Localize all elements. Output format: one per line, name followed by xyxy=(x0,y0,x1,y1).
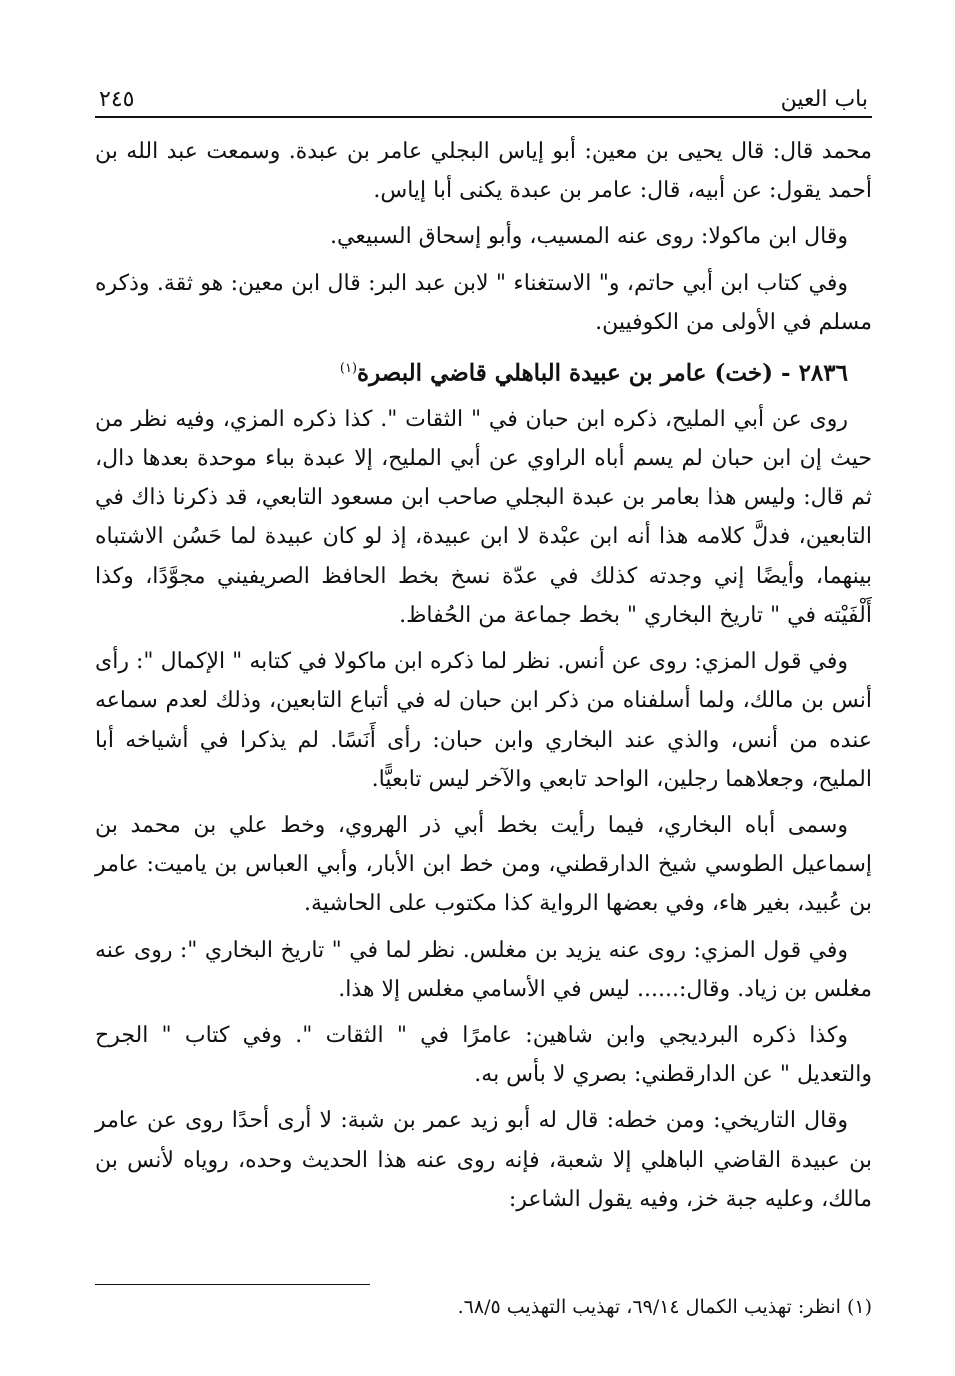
main-text xyxy=(95,132,872,1219)
entry-paragraph-2: وفي قول المزي: روى عن أنس. نظر لما ذكره ابن ماكولا في كتابه " الإكمال ": رأى أنس بن مالك، ولما أسلفناه من ذكر ابن حبان له في أتباع التابعين، وذلك لعدم سماعه عنده من أنس، والذي عند البخاري وابن حبان: رأى أَنَسًا. لم يذكرا في أشياخه أبا المليح، وجعلاهما رجلين، الواحد تابعي والآخر ليس تابعيًّا. xyxy=(95,649,872,792)
entry-title-text: ٢٨٣٦ - (خت) عامر بن عبيدة الباهلي قاضي البصرة xyxy=(357,359,848,387)
entry-paragraph-4: وفي قول المزي: روى عنه يزيد بن مغلس. نظر لما في " تاريخ البخاري ": روى عنه مغلس بن زياد. وقال:...... ليس في الأسامي مغلس إلا هذا. xyxy=(95,937,872,1002)
paragraph-3: وفي كتاب ابن أبي حاتم، و" الاستغناء " لابن عبد البر: قال ابن معين: هو ثقة. وذكره مسلم في الأولى من الكوفيين. xyxy=(95,270,872,335)
book-page xyxy=(95,68,872,1226)
paragraph-2: وقال ابن ماكولا: روى عنه المسيب، وأبو إسحاق السبيعي. xyxy=(330,224,848,250)
entry-paragraph-5: وكذا ذكره البرديجي وابن شاهين: عامرًا في " الثقات ". وفي كتاب " الجرح والتعديل " عن الدارقطني: بصري لا بأس به. xyxy=(95,1022,872,1088)
footnote-marker: (١) xyxy=(339,361,358,377)
entry-paragraph-3: وسمى أباه البخاري، فيما رأيت بخط أبي ذر الهروي، وخط علي بن محمد بن إسماعيل الطوسي شيخ الدارقطني، ومن خط ابن الأبار، وأبي العباس بن ياميت: عامر بن عُبيد، بغير هاء، وفي بعضها الرواية كذا مكتوب على الحاشية. xyxy=(95,812,872,917)
entry-heading xyxy=(95,349,872,393)
entry-paragraph-1: روى عن أبي المليح، ذكره ابن حبان في " الثقات ". كذا ذكره المزي، وفيه نظر من حيث إن ابن حبان لم يسم أباه الراوي عن أبي المليح، إلا عبدة بباء موحدة بعدها دال، ثم قال: وليس هذا بعامر بن عبدة البجلي صاحب ابن مسعود التابعي، قد ذكرنا ذاك في التابعين، فدلَّ كلامه هذا أنه ابن عبْدة لا ابن عبيدة، إذ لو كان عبيدة لما حَسُن الاشتباه بينهما، وأيضًا إني وجدته كذلك في عدّة نسخ بخط الحافظ الصريفيني مجوَّدًا، وكذا أَلْفَيْته في " تاريخ البخاري " بخط جماعة من الحُفاظ. xyxy=(95,406,872,628)
running-title: باب العين xyxy=(780,87,868,112)
footnote: (١) انظر: تهذيب الكمال ٦٩/١٤، تهذيب التهذيب ٦٨/٥. xyxy=(457,1296,872,1318)
paragraph-1: محمد قال: قال يحيى بن معين: أبو إياس البجلي عامر بن عبدة. وسمعت عبد الله بن أحمد يقول: عن أبيه، قال: عامر بن عبدة يكنى أبا إياس. xyxy=(95,139,872,204)
page-number: ٢٤٥ xyxy=(99,87,135,112)
entry-paragraph-6: وقال التاريخي: ومن خطه: قال له أبو زيد عمر بن شبة: لا أرى أحدًا روى عن عامر بن عبيدة القاضي الباهلي إلا شعبة، فإنه روى عنه هذا الحديث وحده، روياه لأنس بن مالك، وعليه جبة خز، وفيه يقول الشاعر: xyxy=(95,1108,872,1212)
footnote-separator xyxy=(95,1284,370,1285)
page-header xyxy=(95,68,872,118)
